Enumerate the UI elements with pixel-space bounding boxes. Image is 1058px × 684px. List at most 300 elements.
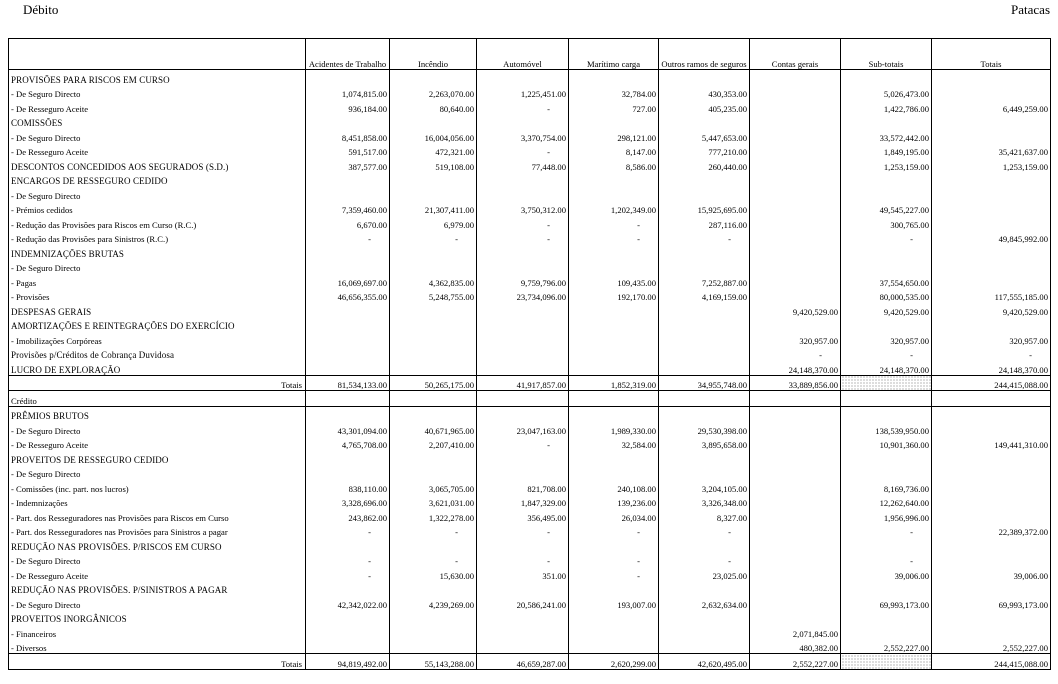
row-label: - Redução das Provisões para Sinistros (R.C.) [9,230,306,245]
table-cell [841,406,932,421]
table-cell [750,421,841,436]
table-cell [659,259,750,274]
table-cell [841,244,932,259]
table-cell: 727.00 [569,99,659,114]
table-cell [477,450,569,465]
table-cell: 1,253,159.00 [841,157,932,172]
table-cell [477,172,569,187]
table-cell [750,465,841,480]
table-cell [841,465,932,480]
table-cell [306,186,390,201]
table-cell: 42,620,495.00 [659,654,750,670]
table-cell: - [841,552,932,567]
column-header: Marítimo carga [569,39,659,70]
table-cell: 2,620,299.00 [569,654,659,670]
table-cell [932,610,1051,625]
table-cell [390,391,477,407]
table-cell [306,244,390,259]
table-cell: 821,708.00 [477,479,569,494]
table-cell: 4,765,708.00 [306,436,390,451]
row-label: - Diversos [9,639,306,654]
table-cell: 240,108.00 [569,479,659,494]
table-cell [659,186,750,201]
row-label: - De Seguro Directo [9,128,306,143]
table-cell [750,523,841,538]
table-cell: 8,169,736.00 [841,479,932,494]
table-row [9,259,1051,274]
table-cell [750,99,841,114]
table-cell [306,346,390,361]
credit-section [9,391,1051,670]
table-cell: - [390,552,477,567]
table-row [9,346,1051,361]
table-cell [932,508,1051,523]
table-cell: 1,849,195.00 [841,143,932,158]
table-cell: 8,147.00 [569,143,659,158]
table-row [9,230,1051,245]
table-cell: - [477,230,569,245]
table-cell [390,450,477,465]
table-cell [659,450,750,465]
row-label: - Provisões [9,288,306,303]
table-cell [750,494,841,509]
table-cell: 2,552,227.00 [841,639,932,654]
table-cell: 1,989,330.00 [569,421,659,436]
table-cell: 320,957.00 [1009,335,1048,346]
table-cell: 192,170.00 [569,288,659,303]
table-cell: 300,765.00 [841,215,932,230]
table-cell: 3,750,312.00 [477,201,569,216]
table-cell [932,465,1051,480]
table-cell: 94,819,492.00 [306,654,390,670]
table-cell: - [390,230,477,245]
table-cell: 29,530,398.00 [659,421,750,436]
table-row [9,479,1051,494]
table-cell: 405,235.00 [659,99,750,114]
table-cell [841,375,932,391]
table-cell: 3,621,031.00 [390,494,477,509]
table-cell: 10,901,360.00 [841,436,932,451]
table-cell: - [477,436,569,451]
table-cell: - [569,523,659,538]
table-cell [932,85,1051,100]
table-cell: 1,253,159.00 [1002,161,1048,172]
row-label: PROVEITOS INORGÂNICOS [9,610,306,625]
table-cell: 5,026,473.00 [841,85,932,100]
table-cell [306,317,390,332]
table-cell: 9,420,529.00 [750,302,841,317]
table-cell [306,331,390,346]
table-cell [569,624,659,639]
table-row [9,421,1051,436]
table-cell: 40,671,965.00 [390,421,477,436]
table-cell [750,114,841,129]
column-header: Outros ramos de seguros [659,39,750,70]
table-cell [390,360,477,375]
table-cell: - [659,523,750,538]
table-cell: 9,420,529.00 [1002,306,1048,317]
table-cell [569,317,659,332]
table-row [9,450,1051,465]
table-cell: 8,451,858.00 [306,128,390,143]
table-cell: - [659,552,750,567]
table-cell [750,581,841,596]
table-cell [659,172,750,187]
table-row [9,317,1051,332]
table-cell [841,317,932,332]
table-cell [477,331,569,346]
column-header: Sub-totais [841,39,932,70]
table-cell: 23,025.00 [659,566,750,581]
table-cell: 1,422,786.00 [841,99,932,114]
table-cell [659,581,750,596]
table-cell: 15,630.00 [390,566,477,581]
table-cell: 2,207,410.00 [390,436,477,451]
table-cell [932,317,1051,332]
table-cell [306,610,390,625]
table-cell: 320,957.00 [750,331,841,346]
currency-label: Patacas [1011,2,1050,17]
table-cell [659,391,750,407]
table-row [9,85,1051,100]
table-cell: 81,534,133.00 [306,375,390,391]
table-cell: 80,000,535.00 [841,288,932,303]
table-cell [932,624,1051,639]
table-cell [390,70,477,85]
table-cell [841,70,932,85]
table-cell [932,201,1051,216]
table-row [9,288,1051,303]
table-cell [477,186,569,201]
table-cell [750,552,841,567]
table-cell [306,70,390,85]
row-label: Totais [9,654,306,670]
table-cell: 472,321.00 [390,143,477,158]
table-cell: 351.00 [477,566,569,581]
row-label: - Imobilizações Corpóreas [9,331,306,346]
table-cell: 117,555,185.00 [994,292,1048,302]
table-cell: - [477,143,569,158]
table-row [9,186,1051,201]
table-cell [750,508,841,523]
table-cell [477,406,569,421]
table-cell [750,85,841,100]
table-cell [750,143,841,158]
row-label: - De Resseguro Aceite [9,143,306,158]
table-cell: 193,007.00 [569,595,659,610]
table-row [9,99,1051,114]
table-cell [750,128,841,143]
table-cell: 22,389,372.00 [998,527,1048,537]
table-cell: 23,047,163.00 [477,421,569,436]
table-cell [306,581,390,596]
table-cell [390,186,477,201]
table-cell [569,610,659,625]
table-cell [306,114,390,129]
table-cell [750,537,841,552]
table-cell: 9,759,796.00 [477,273,569,288]
table-cell [841,391,932,407]
table-cell: 3,326,348.00 [659,494,750,509]
table-cell [750,70,841,85]
row-label: - De Seguro Directo [9,85,306,100]
table-cell [477,581,569,596]
table-cell [932,186,1051,201]
row-label: AMORTIZAÇÕES E REINTEGRAÇÕES DO EXERCÍCIO [9,317,306,332]
table-cell [477,259,569,274]
table-cell [932,494,1051,509]
table-cell: 139,236.00 [569,494,659,509]
table-cell [569,331,659,346]
table-cell [841,450,932,465]
table-cell: 46,659,287.00 [477,654,569,670]
row-label: - Part. dos Resseguradores nas Provisões para Sinistros a pagar [9,523,306,538]
table-row [9,552,1051,567]
table-cell [390,406,477,421]
table-cell: - [477,523,569,538]
table-cell [390,624,477,639]
table-cell: 1,852,319.00 [569,375,659,391]
table-cell [659,639,750,654]
table-cell [306,172,390,187]
table-cell: 49,845,992.00 [998,234,1048,244]
table-cell: 149,441,310.00 [994,440,1048,450]
table-cell [841,114,932,129]
row-label: - De Seguro Directo [9,465,306,480]
table-cell: - [569,552,659,567]
table-cell [306,406,390,421]
table-cell: 69,993,173.00 [998,599,1048,610]
table-cell: 3,370,754.00 [477,128,569,143]
row-label: LUCRO DE EXPLORAÇÃO [9,360,306,375]
table-cell: 55,143,288.00 [390,654,477,670]
table-cell [390,244,477,259]
table-cell: - [659,230,750,245]
table-cell [932,406,1051,421]
row-label: - De Resseguro Aceite [9,566,306,581]
table-cell [750,391,841,407]
table-cell [390,346,477,361]
table-cell: - [841,230,932,245]
table-row [9,331,1051,346]
table-cell: 1,847,329.00 [477,494,569,509]
table-cell: 46,656,355.00 [306,288,390,303]
table-cell: 26,034.00 [569,508,659,523]
table-cell: - [750,346,841,361]
table-cell: 39,006.00 [841,566,932,581]
table-cell [932,215,1051,230]
table-row [9,595,1051,610]
table-cell [659,360,750,375]
table-cell [477,302,569,317]
table-cell: 16,069,697.00 [306,273,390,288]
table-cell: 243,862.00 [306,508,390,523]
table-cell [932,552,1051,567]
row-label: PROVISÕES PARA RISCOS EM CURSO [9,70,306,85]
table-row [9,508,1051,523]
table-cell: - [477,215,569,230]
table-cell: - [306,523,390,538]
table-cell [750,610,841,625]
table-cell [932,450,1051,465]
table-cell: 3,065,705.00 [390,479,477,494]
table-cell [569,406,659,421]
table-cell [569,186,659,201]
table-cell [932,172,1051,187]
table-cell [750,215,841,230]
table-cell: 43,301,094.00 [306,421,390,436]
table-cell [932,391,1051,407]
table-cell: 1,074,815.00 [306,85,390,100]
credit-title-row [9,391,1051,407]
table-cell [390,610,477,625]
table-cell [750,288,841,303]
table-cell [750,595,841,610]
table-cell [659,331,750,346]
row-label: - De Seguro Directo [9,552,306,567]
table-cell: 35,421,637.00 [998,147,1048,157]
table-row [9,581,1051,596]
table-cell [306,450,390,465]
table-cell: 32,784.00 [569,85,659,100]
table-cell: 591,517.00 [306,143,390,158]
table-cell [477,537,569,552]
table-cell [932,421,1051,436]
table-row [9,244,1051,259]
table-cell: 32,584.00 [569,436,659,451]
table-cell [750,317,841,332]
table-cell [477,465,569,480]
table-cell: 2,071,845.00 [750,624,841,639]
table-cell: 6,979.00 [390,215,477,230]
table-cell [569,391,659,407]
credit-heading: Crédito [9,391,306,407]
column-header-row [9,39,1051,70]
table-cell: - [1029,350,1032,360]
table-cell: 69,993,173.00 [841,595,932,610]
table-cell [659,70,750,85]
table-row [9,639,1051,654]
table-cell: 8,586.00 [569,157,659,172]
table-cell: 777,210.00 [659,143,750,158]
table-cell [932,70,1051,85]
table-cell: 6,449,259.00 [1002,103,1048,114]
row-label: - Redução das Provisões para Riscos em Curso (R.C.) [9,215,306,230]
table-row [9,566,1051,581]
table-cell: - [569,230,659,245]
column-header: Automóvel [477,39,569,70]
table-cell [477,639,569,654]
table-cell: - [306,566,390,581]
table-cell [932,128,1051,143]
table-cell [750,186,841,201]
table-cell: 37,554,650.00 [841,273,932,288]
row-label: - De Seguro Directo [9,186,306,201]
table-cell [659,537,750,552]
table-row [9,302,1051,317]
table-row [9,273,1051,288]
table-cell [659,624,750,639]
table-cell [569,259,659,274]
table-cell [477,346,569,361]
row-label: - Financeiros [9,624,306,639]
table-cell [569,360,659,375]
row-label: Totais [9,375,306,391]
table-cell [750,172,841,187]
table-cell [750,406,841,421]
row-label: - De Resseguro Aceite [9,436,306,451]
table-row [9,70,1051,85]
table-cell: 3,328,696.00 [306,494,390,509]
table-cell: 1,225,451.00 [477,85,569,100]
table-cell: 387,577.00 [306,157,390,172]
table-cell: - [390,523,477,538]
table-cell: 480,382.00 [750,639,841,654]
table-cell [390,172,477,187]
table-cell [477,391,569,407]
table-cell [932,479,1051,494]
table-cell [390,302,477,317]
table-cell [477,70,569,85]
row-label: REDUÇÃO NAS PROVISÕES. P/SINISTROS A PAGAR [9,581,306,596]
table-cell: - [477,552,569,567]
table-cell: 430,353.00 [659,85,750,100]
row-label: - Pagas [9,273,306,288]
table-cell: 24,148,370.00 [841,360,932,375]
table-cell [659,244,750,259]
table-cell [932,537,1051,552]
table-cell: 15,925,695.00 [659,201,750,216]
table-cell [306,465,390,480]
table-cell [569,346,659,361]
table-cell: 5,248,755.00 [390,288,477,303]
table-cell [569,450,659,465]
row-label: DESCONTOS CONCEDIDOS AOS SEGURADOS (S.D.) [9,157,306,172]
table-cell: 7,252,887.00 [659,273,750,288]
table-cell [750,244,841,259]
table-row [9,157,1051,172]
table-cell [932,581,1051,596]
table-cell: 109,435.00 [569,273,659,288]
table-cell [841,537,932,552]
table-cell [390,465,477,480]
table-cell: 1,322,278.00 [390,508,477,523]
table-row [9,201,1051,216]
debit-section [9,70,1051,391]
table-cell [750,450,841,465]
table-row [9,215,1051,230]
row-label: - Prémios cedidos [9,201,306,216]
table-cell [569,537,659,552]
table-cell [477,114,569,129]
table-cell [841,624,932,639]
table-cell: 356,495.00 [477,508,569,523]
table-cell: 1,202,349.00 [569,201,659,216]
table-cell [390,331,477,346]
table-cell [750,259,841,274]
table-row [9,610,1051,625]
row-label: REDUÇÃO NAS PROVISÕES. P/RISCOS EM CURSO [9,537,306,552]
row-label: INDEMNIZAÇÕES BRUTAS [9,244,306,259]
table-cell [306,639,390,654]
table-cell [841,259,932,274]
table-cell: 8,327.00 [659,508,750,523]
table-cell [659,346,750,361]
table-cell: 5,447,653.00 [659,128,750,143]
column-header [9,39,306,70]
row-label: - Indemnizações [9,494,306,509]
table-cell [477,244,569,259]
